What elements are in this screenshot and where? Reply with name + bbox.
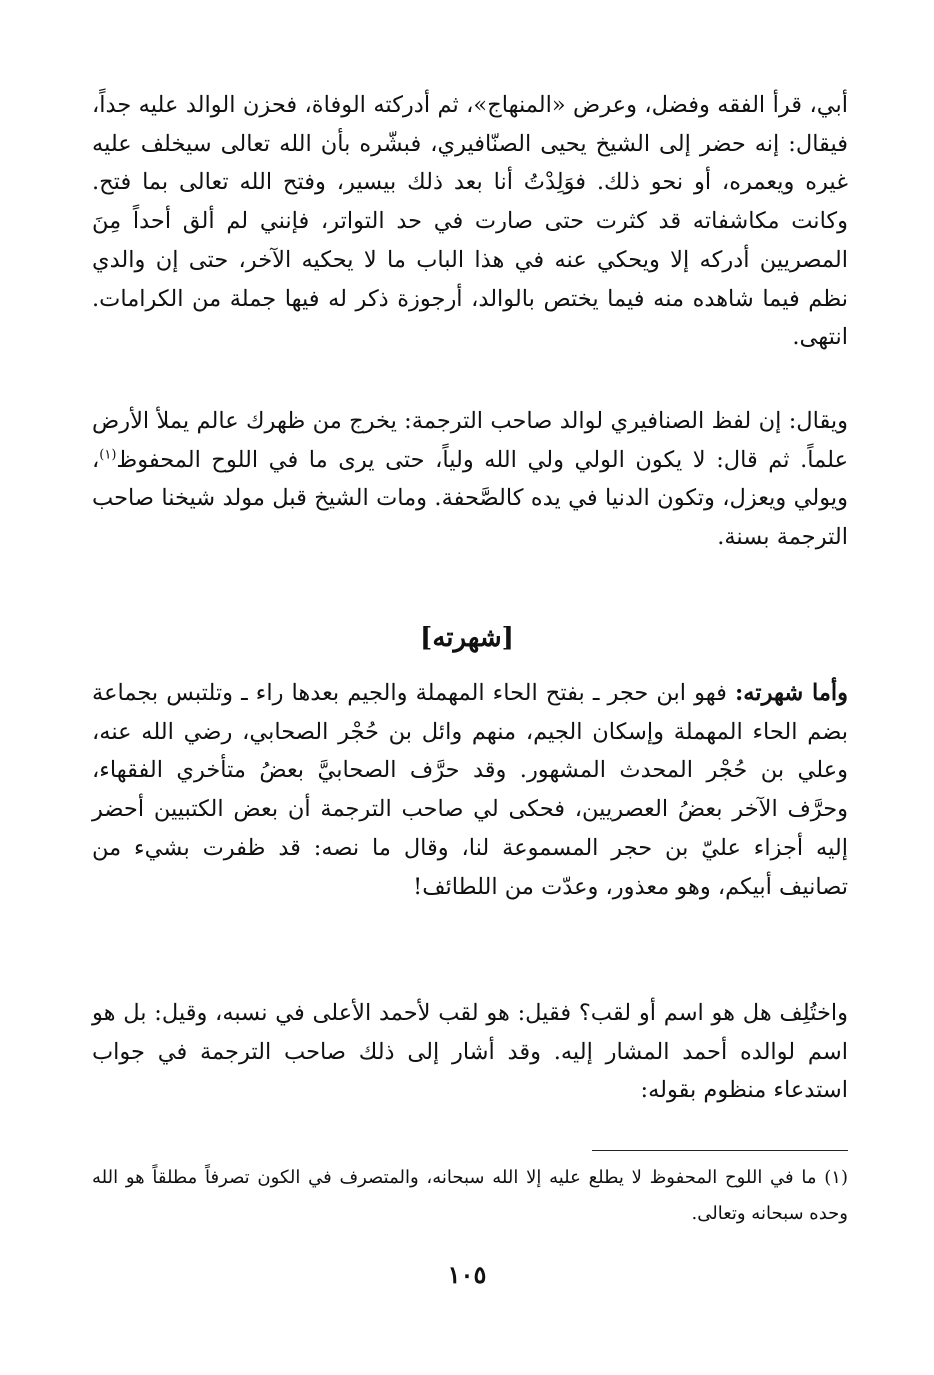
paragraph-text: فهو ابن حجر ـ بفتح الحاء المهملة والجيم بعدها راء ـ وتلتبس بجماعة بضم الحاء المهملة وإسكان الجيم، منهم وائل بن حُجْر الصحابي، رضي الله عنه، وعلي بن حُجْر المحدث المشهور. وقد حرَّف الصحابيَّ بعضُ متأخري الفقهاء، وحرَّف الآخر بعضُ العصريين، فحكى لي صاحب الترجمة أن بعض الكتبيين أحضر إليه أجزاء عليّ بن حجر المسموعة لنا، وقال ما نصه: قد ظفرت بشيء من تصانيف أبيكم، وهو معذور، وعدّت من اللطائف! [92,680,848,900]
paragraph-lead: وأما شهرته: [734,680,848,706]
body-paragraph-1 [92,86,848,357]
footnote-reference: (١) [99,447,117,463]
footnote-number: (١) [824,1167,848,1188]
footnote-text: ما في اللوح المحفوظ لا يطلع عليه إلا الله سبحانه، والمتصرف في الكون تصرفاً مطلقاً هو الله وحده سبحانه وتعالى. [92,1167,848,1224]
paragraph-text: ، ويولي ويعزل، وتكون الدنيا في يده كالصَّحفة. ومات الشيخ قبل مولد شيخنا صاحب الترجمة بسنة. [92,446,848,551]
paragraph-text: أبي، قرأ الفقه وفضل، وعرض «المنهاج»، ثم أدركته الوفاة، فحزن الوالد عليه جداً، فيقال: إنه حضر إلى الشيخ يحيى الصنّافيري، فبشّره بأن الله تعالى سيخلف عليه غيره ويعمره، أو نحو ذلك. فوَلِدْتُ أنا بعد ذلك بيسير، وفتح الله تعالى بما فتح. وكانت مكاشفاته قد كثرت حتى صارت في حد التواتر، فإنني لم ألق أحداً مِنَ المصريين أدركه إلا ويحكي عنه في هذا الباب ما لا يحكيه الآخر، حتى إن والدي نظم فيما شاهده منه فيما يختص بالوالد، أرجوزة ذكر له فيها جملة من الكرامات. انتهى. [92,92,848,351]
paragraph-text: واختُلِف هل هو اسم أو لقب؟ فقيل: هو لقب لأحمد الأعلى في نسبه، وقيل: بل هو اسم لوالده أحمد المشار إليه. وقد أشار إلى ذلك صاحب الترجمة في جواب استدعاء منظوم بقوله: [92,1000,848,1104]
footnote [92,1160,848,1232]
body-paragraph-2 [92,402,848,557]
body-paragraph-3 [92,674,848,906]
paragraph-text: ويقال: إن لفظ الصنافيري لوالد صاحب الترجمة: يخرج من ظهرك عالم يملأ الأرض علماً. ثم قال: لا يكون الولي ولي الله ولياً، حتى يرى ما في اللوح المحفوظ [92,408,848,473]
section-heading: [شهرته] [420,623,514,653]
page-number: ١٠٥ [447,1260,487,1289]
body-paragraph-4 [92,994,848,1110]
footnote-divider [592,1150,848,1151]
